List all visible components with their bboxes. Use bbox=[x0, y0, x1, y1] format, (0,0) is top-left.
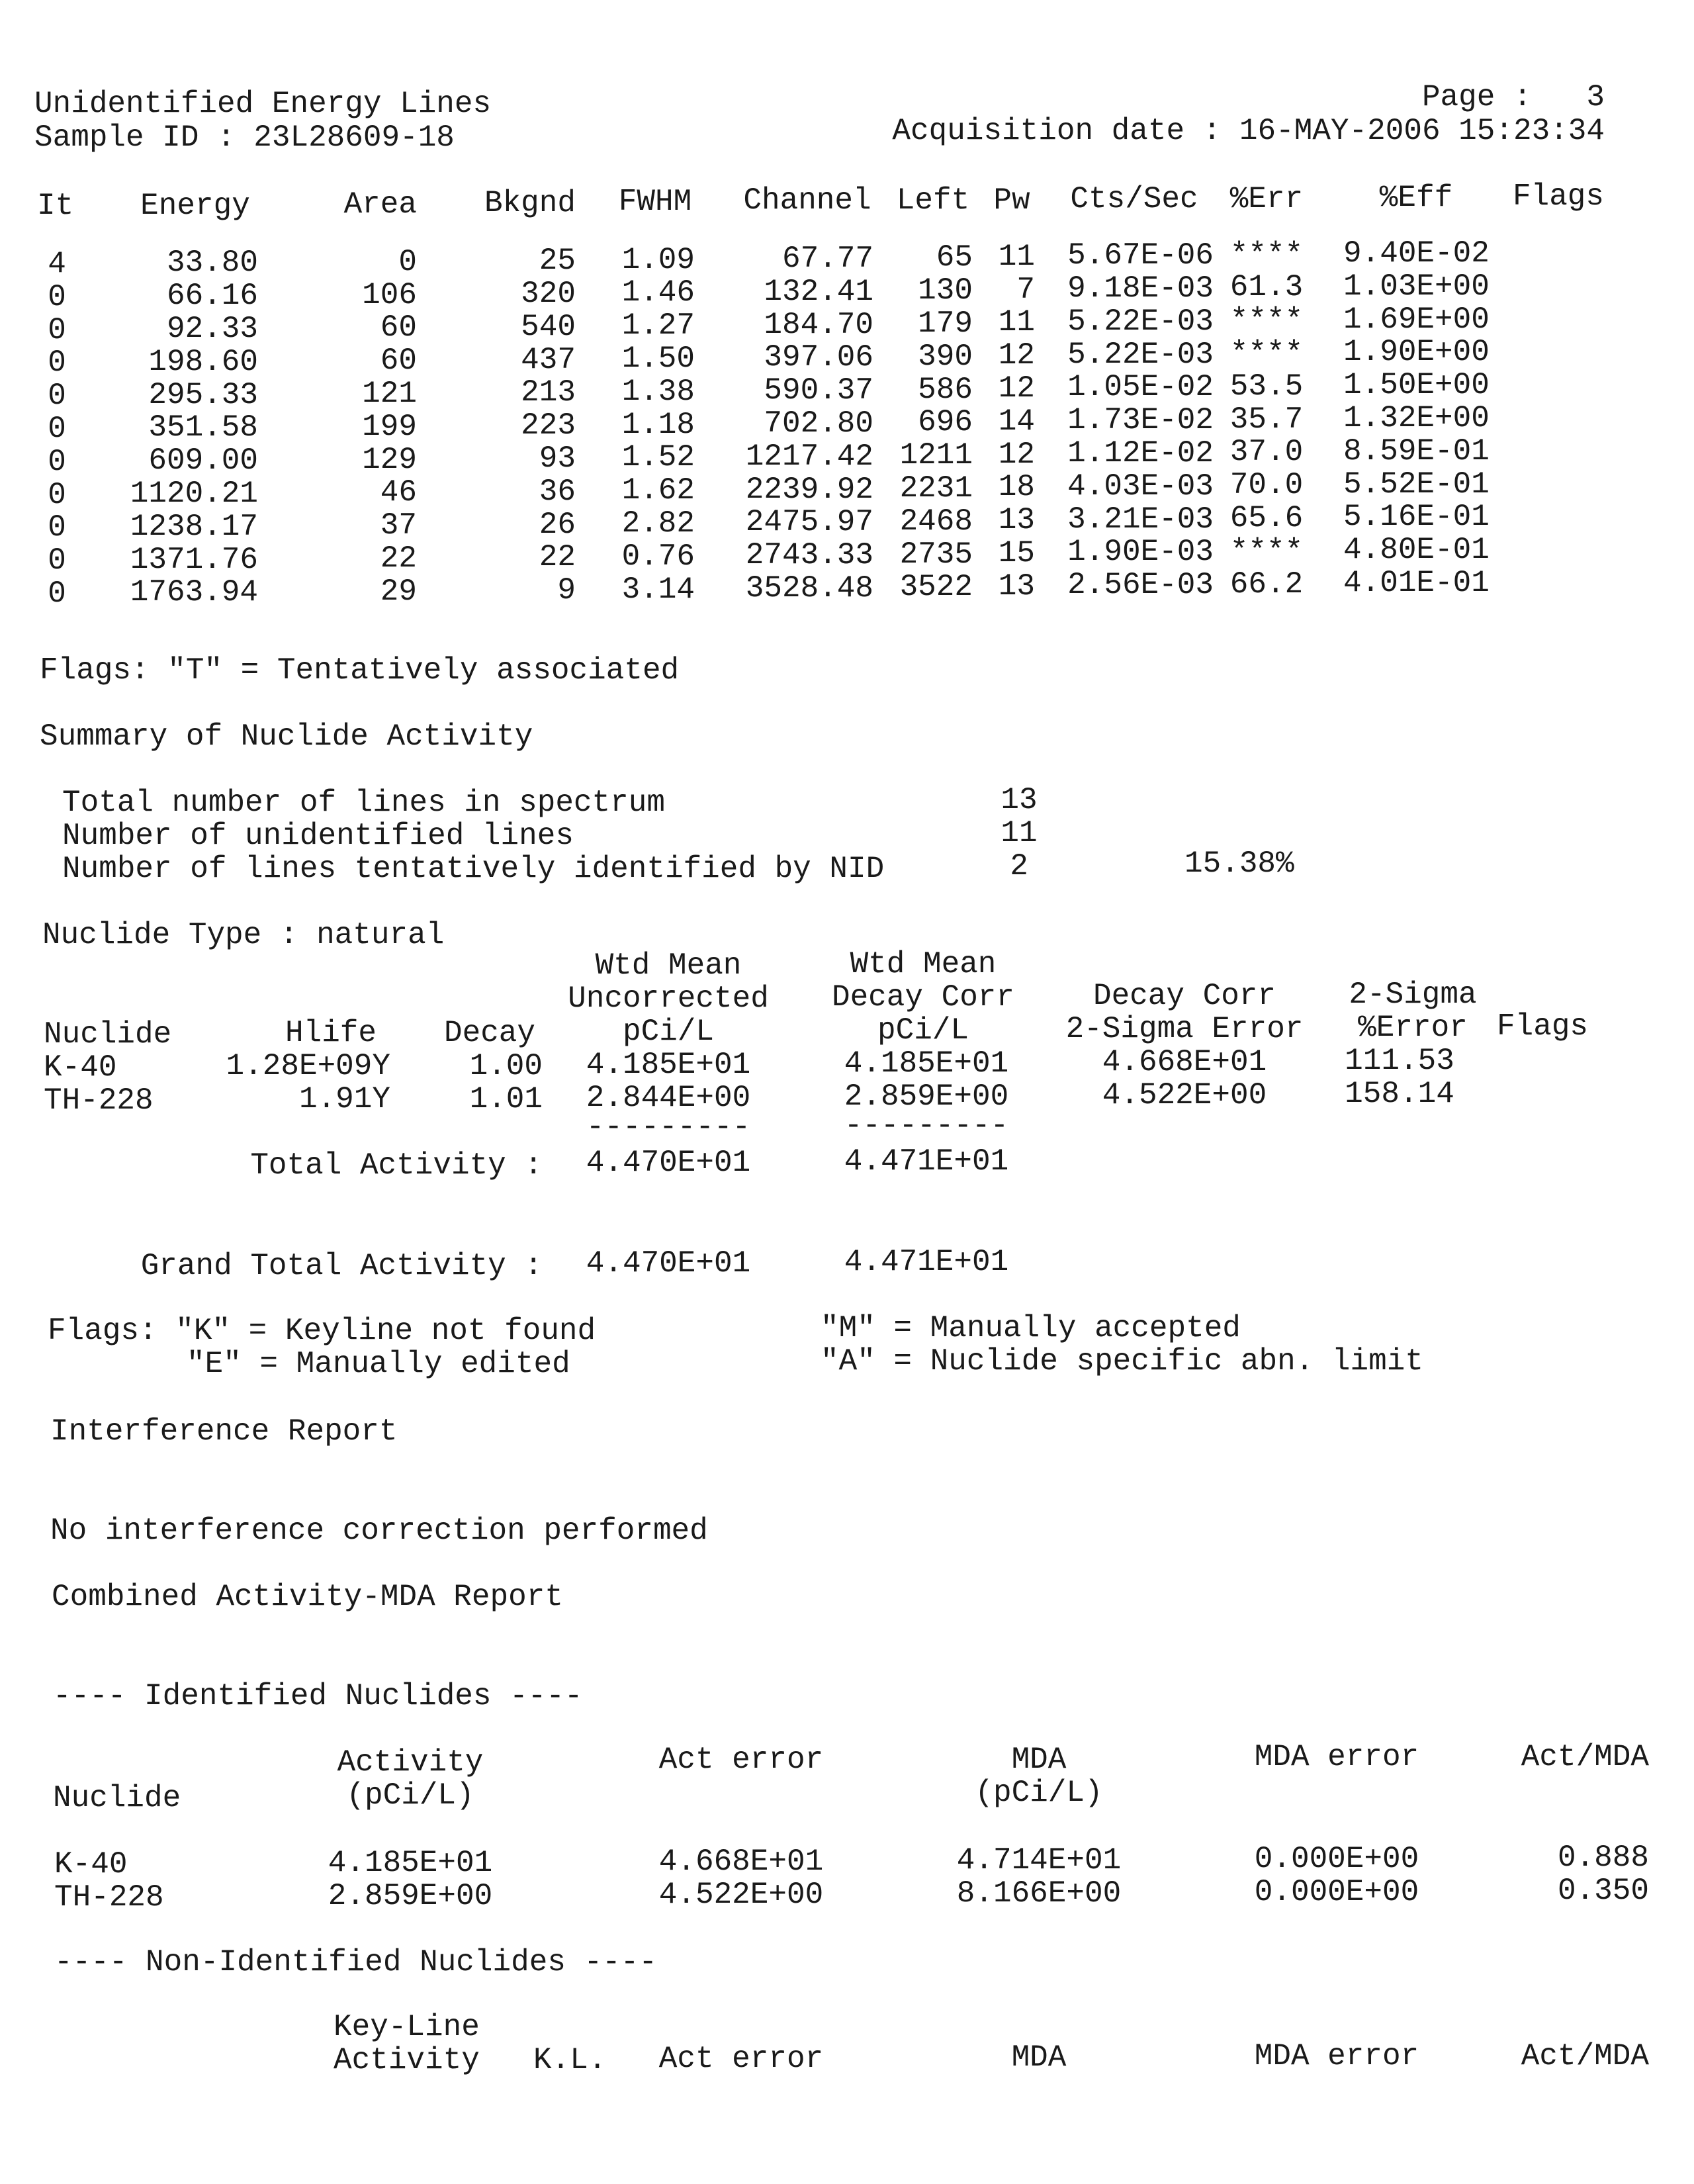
hdr-hlife: Hlife bbox=[285, 1016, 377, 1050]
line-cell-it: 0 bbox=[48, 477, 66, 512]
hdr-nuclide: Nuclide bbox=[44, 1017, 172, 1052]
hdr-uncorr-1: Wtd Mean bbox=[595, 948, 742, 983]
line-cell-it: 0 bbox=[48, 444, 66, 479]
line-cell-bkgnd: 25 bbox=[539, 244, 576, 279]
nt-decay: 1.00 bbox=[469, 1049, 543, 1083]
total-activity-label: Total Activity : bbox=[250, 1148, 543, 1183]
line-cell-bkgnd: 26 bbox=[539, 507, 576, 542]
summary-title: Summary of Nuclide Activity bbox=[40, 719, 533, 754]
cmb-mda: 4.714E+01 bbox=[956, 1843, 1122, 1878]
line-cell-left: 390 bbox=[918, 339, 973, 374]
ni-hdr-mda-error: MDA error bbox=[1254, 2039, 1419, 2073]
line-cell-area: 60 bbox=[380, 343, 417, 379]
line-cell-fwhm: 1.27 bbox=[621, 308, 695, 343]
line-cell-left: 2735 bbox=[899, 537, 973, 572]
line-cell-bkgnd: 22 bbox=[539, 540, 576, 575]
ni-hdr-kl: K.L. bbox=[533, 2043, 607, 2077]
line-cell-area: 46 bbox=[380, 475, 417, 510]
col-header-flags: Flags bbox=[1512, 179, 1605, 214]
line-cell-cts-sec: 5.67E-06 bbox=[1067, 238, 1214, 273]
line-cell-fwhm: 1.38 bbox=[621, 374, 695, 409]
col-header-fwhm: FWHM bbox=[618, 185, 692, 219]
nt-pct: 111.53 bbox=[1345, 1044, 1454, 1078]
line-cell-channel: 2239.92 bbox=[745, 472, 873, 507]
line-cell-left: 130 bbox=[918, 273, 973, 308]
col-header-left: Left bbox=[896, 183, 970, 218]
line-cell-err: **** bbox=[1229, 533, 1304, 569]
total-activity-corr: 4.471E+01 bbox=[844, 1144, 1009, 1179]
line-cell-area: 0 bbox=[398, 244, 417, 279]
line-cell-left: 586 bbox=[918, 372, 973, 407]
line-cell-fwhm: 1.50 bbox=[621, 341, 695, 376]
cmb-nuclide: K-40 bbox=[54, 1847, 128, 1882]
cmb-nuclide: TH-228 bbox=[54, 1880, 164, 1915]
cmb-hdr-activity-2: (pCi/L) bbox=[346, 1778, 474, 1813]
page-number: Page : 3 bbox=[1421, 80, 1605, 114]
line-cell-eff: 4.80E-01 bbox=[1343, 533, 1490, 568]
ni-hdr-keyline-1: Key-Line bbox=[334, 2010, 480, 2044]
hdr-err-2: 2-Sigma Error bbox=[1065, 1012, 1304, 1046]
line-cell-bkgnd: 93 bbox=[539, 441, 576, 476]
nuclide-type-title: Nuclide Type : natural bbox=[42, 918, 445, 952]
summary-value-unidentified: 11 bbox=[1001, 816, 1038, 850]
hdr-corr-3: pCi/L bbox=[877, 1013, 969, 1048]
line-cell-cts-sec: 9.18E-03 bbox=[1067, 271, 1214, 306]
total-activity-uncorr: 4.470E+01 bbox=[586, 1146, 751, 1180]
line-cell-fwhm: 1.52 bbox=[621, 440, 695, 475]
line-cell-it: 0 bbox=[48, 279, 66, 314]
line-cell-left: 2468 bbox=[899, 504, 973, 539]
cmb-hdr-activity-1: Activity bbox=[337, 1745, 484, 1780]
line-cell-channel: 2475.97 bbox=[745, 505, 873, 540]
line-cell-cts-sec: 5.22E-03 bbox=[1067, 304, 1214, 339]
line-cell-energy: 1238.17 bbox=[130, 509, 258, 544]
line-cell-pw: 12 bbox=[998, 437, 1035, 472]
line-cell-pw: 13 bbox=[998, 569, 1035, 604]
line-cell-eff: 4.01E-01 bbox=[1343, 566, 1490, 600]
line-cell-bkgnd: 9 bbox=[557, 573, 576, 608]
line-cell-channel: 3528.48 bbox=[745, 571, 873, 606]
line-cell-pw: 11 bbox=[998, 305, 1035, 340]
line-cell-area: 121 bbox=[362, 377, 417, 411]
col-header-channel: Channel bbox=[743, 183, 871, 218]
cmb-act-mda: 0.350 bbox=[1557, 1874, 1649, 1908]
line-cell-energy: 295.33 bbox=[148, 377, 258, 412]
interference-note: No interference correction performed bbox=[50, 1514, 708, 1548]
dashes-corr: --------- bbox=[844, 1109, 1009, 1143]
nt-err: 4.668E+01 bbox=[1102, 1045, 1267, 1079]
col-header-area: Area bbox=[343, 187, 417, 222]
line-cell-fwhm: 1.46 bbox=[621, 275, 695, 310]
line-cell-area: 129 bbox=[362, 442, 417, 477]
line-cell-it: 4 bbox=[48, 247, 66, 281]
cmb-hdr-mda-error: MDA error bbox=[1254, 1740, 1419, 1774]
line-cell-err: 66.2 bbox=[1229, 567, 1304, 602]
line-cell-area: 199 bbox=[362, 409, 417, 444]
line-cell-err: **** bbox=[1229, 303, 1304, 338]
line-cell-err: **** bbox=[1229, 237, 1304, 272]
line-cell-energy: 1371.76 bbox=[130, 542, 258, 577]
line-cell-cts-sec: 3.21E-03 bbox=[1067, 502, 1214, 537]
line-cell-energy: 609.00 bbox=[148, 443, 258, 478]
line-cell-left: 1211 bbox=[899, 438, 973, 473]
cmb-activity: 4.185E+01 bbox=[328, 1846, 493, 1880]
line-cell-cts-sec: 1.12E-02 bbox=[1067, 436, 1214, 471]
grand-total-uncorr: 4.470E+01 bbox=[586, 1246, 751, 1281]
line-cell-energy: 92.33 bbox=[166, 312, 258, 346]
line-cell-pw: 13 bbox=[998, 503, 1035, 538]
cmb-hdr-nuclide: Nuclide bbox=[53, 1781, 181, 1815]
hdr-err-1: Decay Corr bbox=[1092, 979, 1276, 1013]
flag-legend-m: "M" = Manually accepted bbox=[821, 1311, 1241, 1345]
line-cell-channel: 397.06 bbox=[764, 340, 873, 375]
line-cell-pw: 7 bbox=[1016, 272, 1035, 307]
line-cell-it: 0 bbox=[48, 576, 66, 611]
line-cell-cts-sec: 1.90E-03 bbox=[1067, 535, 1214, 570]
ni-hdr-mda: MDA bbox=[1011, 2040, 1067, 2075]
nt-err: 4.522E+00 bbox=[1102, 1078, 1267, 1113]
line-cell-eff: 5.52E-01 bbox=[1343, 467, 1490, 502]
col-header-err: %Err bbox=[1229, 182, 1304, 216]
interference-title: Interference Report bbox=[50, 1414, 398, 1449]
line-cell-eff: 5.16E-01 bbox=[1343, 500, 1490, 535]
cmb-hdr-act-error: Act error bbox=[658, 1743, 824, 1777]
line-cell-pw: 12 bbox=[998, 371, 1035, 406]
cmb-hdr-act-mda: Act/MDA bbox=[1521, 1740, 1649, 1774]
line-cell-eff: 9.40E-02 bbox=[1343, 236, 1490, 271]
line-cell-fwhm: 1.62 bbox=[621, 473, 695, 508]
line-cell-err: 65.6 bbox=[1229, 501, 1304, 535]
cmb-act-mda: 0.888 bbox=[1557, 1841, 1649, 1875]
line-cell-energy: 66.16 bbox=[166, 279, 258, 314]
hdr-uncorr-3: pCi/L bbox=[622, 1015, 715, 1049]
line-cell-left: 696 bbox=[918, 405, 973, 440]
line-cell-eff: 1.32E+00 bbox=[1343, 401, 1490, 435]
line-cell-channel: 2743.33 bbox=[745, 538, 873, 573]
line-cell-cts-sec: 5.22E-03 bbox=[1067, 337, 1214, 372]
line-cell-bkgnd: 223 bbox=[521, 408, 576, 443]
line-cell-left: 3522 bbox=[899, 570, 973, 605]
nt-hlife: 1.91Y bbox=[298, 1082, 390, 1116]
line-cell-left: 2231 bbox=[899, 471, 973, 506]
line-cell-bkgnd: 540 bbox=[521, 309, 576, 344]
flags-tentative-note: Flags: "T" = Tentatively associated bbox=[40, 653, 680, 688]
identified-nuclides-title: ---- Identified Nuclides ---- bbox=[53, 1679, 583, 1713]
nt-nuclide: K-40 bbox=[44, 1050, 117, 1085]
ni-hdr-act-error: Act error bbox=[658, 2042, 824, 2076]
nt-pct: 158.14 bbox=[1345, 1077, 1454, 1111]
line-cell-cts-sec: 1.73E-02 bbox=[1067, 403, 1214, 438]
hdr-corr-1: Wtd Mean bbox=[850, 947, 997, 981]
cmb-mda-error: 0.000E+00 bbox=[1254, 1842, 1419, 1876]
hdr-pct-1: 2-Sigma bbox=[1349, 978, 1477, 1012]
combined-title: Combined Activity-MDA Report bbox=[52, 1580, 563, 1614]
line-cell-pw: 14 bbox=[998, 404, 1035, 439]
line-cell-it: 0 bbox=[48, 543, 66, 578]
nt-hlife: 1.28E+09Y bbox=[226, 1049, 390, 1083]
line-cell-eff: 1.03E+00 bbox=[1343, 269, 1490, 304]
col-header-energy: Energy bbox=[140, 189, 250, 223]
grand-total-corr: 4.471E+01 bbox=[844, 1245, 1009, 1279]
nt-decay: 1.01 bbox=[469, 1082, 543, 1116]
summary-label-nid: Number of lines tentatively identified by NID bbox=[62, 852, 885, 886]
line-cell-cts-sec: 1.05E-02 bbox=[1067, 370, 1214, 405]
line-cell-eff: 1.90E+00 bbox=[1343, 335, 1490, 370]
line-cell-err: 61.3 bbox=[1229, 270, 1304, 305]
cmb-act-error: 4.668E+01 bbox=[658, 1844, 824, 1879]
line-cell-it: 0 bbox=[48, 379, 66, 414]
line-cell-err: 53.5 bbox=[1229, 369, 1304, 404]
line-cell-channel: 184.70 bbox=[764, 307, 873, 342]
col-header-bkgnd: Bkgnd bbox=[484, 186, 576, 220]
line-cell-channel: 132.41 bbox=[764, 274, 873, 309]
col-header-it: It bbox=[37, 189, 74, 223]
line-cell-area: 60 bbox=[380, 310, 417, 345]
flag-legend-k: Flags: "K" = Keyline not found bbox=[48, 1314, 596, 1348]
line-cell-channel: 67.77 bbox=[781, 242, 873, 276]
line-cell-pw: 18 bbox=[998, 470, 1035, 505]
line-cell-left: 179 bbox=[918, 306, 973, 341]
nt-uncorr: 4.185E+01 bbox=[586, 1048, 751, 1082]
line-cell-eff: 1.69E+00 bbox=[1343, 302, 1490, 337]
cmb-activity: 2.859E+00 bbox=[328, 1879, 493, 1913]
nt-uncorr: 2.844E+00 bbox=[586, 1081, 751, 1115]
summary-value-nid: 2 bbox=[1010, 849, 1028, 884]
hdr-decay: Decay bbox=[443, 1016, 536, 1050]
line-cell-it: 0 bbox=[48, 412, 66, 446]
line-cell-eff: 8.59E-01 bbox=[1343, 433, 1490, 469]
hdr-uncorr-2: Uncorrected bbox=[568, 981, 769, 1016]
line-cell-fwhm: 3.14 bbox=[621, 572, 695, 607]
cmb-mda: 8.166E+00 bbox=[956, 1876, 1122, 1911]
line-cell-cts-sec: 2.56E-03 bbox=[1067, 568, 1214, 603]
flag-legend-a: "A" = Nuclide specific abn. limit bbox=[821, 1344, 1423, 1379]
nt-corr: 2.859E+00 bbox=[844, 1079, 1009, 1114]
line-cell-err: **** bbox=[1229, 336, 1304, 371]
dashes-uncorr: --------- bbox=[586, 1110, 751, 1144]
line-cell-err: 70.0 bbox=[1229, 468, 1304, 503]
acquisition-date: Acquisition date : 16-MAY-2006 15:23:34 bbox=[892, 114, 1605, 148]
hdr-corr-2: Decay Corr bbox=[831, 980, 1015, 1015]
nt-corr: 4.185E+01 bbox=[844, 1046, 1009, 1081]
line-cell-it: 0 bbox=[48, 510, 66, 545]
line-cell-fwhm: 1.18 bbox=[621, 407, 695, 442]
summary-label-total: Total number of lines in spectrum bbox=[62, 786, 665, 820]
line-cell-energy: 1763.94 bbox=[130, 575, 258, 610]
cmb-act-error: 4.522E+00 bbox=[658, 1878, 824, 1912]
line-cell-bkgnd: 320 bbox=[521, 277, 576, 311]
nt-nuclide: TH-228 bbox=[44, 1083, 154, 1118]
line-cell-bkgnd: 437 bbox=[521, 342, 576, 377]
summary-value-total: 13 bbox=[1001, 783, 1038, 817]
report-title: Unidentified Energy Lines bbox=[34, 87, 492, 121]
line-cell-err: 35.7 bbox=[1229, 402, 1304, 437]
line-cell-bkgnd: 213 bbox=[521, 375, 576, 410]
line-cell-it: 0 bbox=[48, 345, 66, 381]
flag-legend-e: "E" = Manually edited bbox=[187, 1347, 570, 1381]
line-cell-energy: 198.60 bbox=[148, 344, 258, 379]
line-cell-energy: 33.80 bbox=[166, 246, 258, 281]
line-cell-pw: 11 bbox=[998, 239, 1035, 274]
cmb-hdr-mda-2: (pCi/L) bbox=[975, 1776, 1103, 1810]
hdr-nt-flags: Flags bbox=[1497, 1009, 1589, 1044]
grand-total-label: Grand Total Activity : bbox=[140, 1249, 543, 1283]
line-cell-cts-sec: 4.03E-03 bbox=[1067, 469, 1214, 504]
line-cell-area: 106 bbox=[362, 277, 417, 312]
line-cell-fwhm: 1.09 bbox=[621, 242, 695, 277]
line-cell-area: 29 bbox=[380, 574, 417, 609]
line-cell-area: 37 bbox=[380, 508, 417, 543]
line-cell-fwhm: 2.82 bbox=[621, 506, 695, 541]
non-identified-title: ---- Non-Identified Nuclides ---- bbox=[54, 1945, 657, 1979]
line-cell-channel: 590.37 bbox=[764, 373, 873, 408]
cmb-hdr-mda-1: MDA bbox=[1011, 1743, 1067, 1777]
line-cell-channel: 1217.42 bbox=[745, 439, 873, 474]
line-cell-area: 22 bbox=[380, 541, 417, 576]
line-cell-energy: 1120.21 bbox=[130, 477, 258, 511]
line-cell-pw: 12 bbox=[998, 338, 1035, 373]
line-cell-energy: 351.58 bbox=[148, 410, 258, 445]
col-header-pw: Pw bbox=[993, 183, 1030, 218]
line-cell-left: 65 bbox=[936, 240, 973, 275]
summary-label-unidentified: Number of unidentified lines bbox=[62, 819, 574, 853]
summary-nid-percent: 15.38% bbox=[1184, 846, 1294, 881]
col-header-cts-sec: Cts/Sec bbox=[1070, 182, 1198, 216]
line-cell-bkgnd: 36 bbox=[539, 474, 576, 509]
line-cell-pw: 15 bbox=[998, 536, 1035, 570]
line-cell-eff: 1.50E+00 bbox=[1343, 368, 1490, 403]
line-cell-it: 0 bbox=[48, 312, 66, 347]
line-cell-channel: 702.80 bbox=[764, 406, 873, 441]
col-header-eff: %Eff bbox=[1379, 181, 1453, 215]
cmb-mda-error: 0.000E+00 bbox=[1254, 1875, 1419, 1909]
ni-hdr-act-mda: Act/MDA bbox=[1521, 2039, 1649, 2073]
line-cell-err: 37.0 bbox=[1229, 435, 1304, 470]
sample-id: Sample ID : 23L28609-18 bbox=[34, 120, 455, 155]
line-cell-fwhm: 0.76 bbox=[621, 539, 695, 574]
hdr-pct-2: %Error bbox=[1358, 1011, 1468, 1045]
ni-hdr-keyline-2: Activity bbox=[334, 2043, 480, 2077]
